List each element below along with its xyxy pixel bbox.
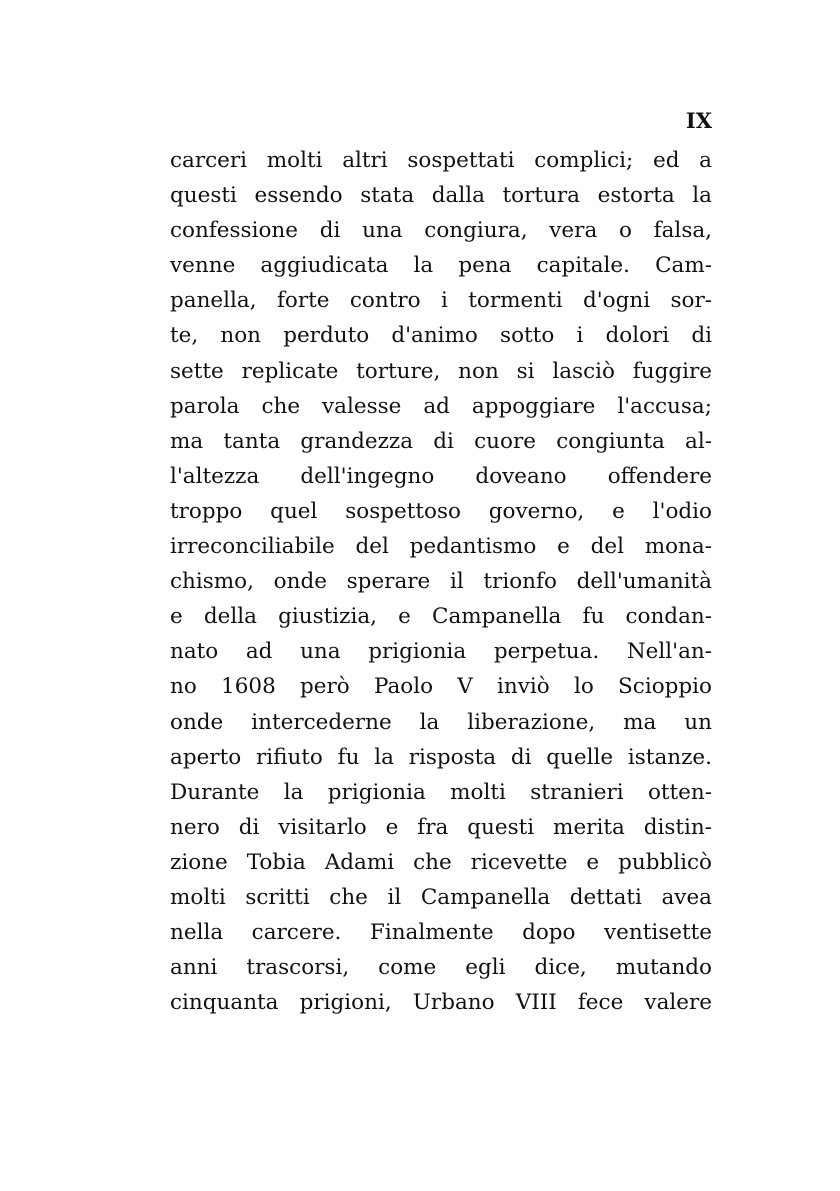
text-line: ma tanta grandezza di cuore congiunta al- (170, 428, 712, 454)
text-line: zione Tobia Adami che ricevette e pubblicò (170, 849, 712, 875)
text-line: molti scritti che il Campanella dettati avea (170, 884, 712, 910)
text-line: chismo, onde sperare il trionfo dell'umanità (170, 569, 712, 595)
text-line: Durante la prigionia molti stranieri otten- (170, 779, 712, 805)
text-line: nato ad una prigionia perpetua. Nell'an- (170, 639, 712, 665)
text-line: no 1608 però Paolo V inviò lo Scioppio (170, 674, 712, 700)
text-line: confessione di una congiura, vera o falsa, (170, 218, 712, 244)
text-line: aperto rifiuto fu la risposta di quelle istanze. (170, 744, 712, 770)
text-line: nero di visitarlo e fra questi merita distin- (170, 814, 712, 840)
text-line: l'altezza dell'ingegno doveano offendere (170, 463, 712, 489)
text-line: troppo quel sospettoso governo, e l'odio (170, 498, 712, 524)
text-line: nella carcere. Finalmente dopo ventisette (170, 920, 712, 946)
text-line: panella, forte contro i tormenti d'ogni sor- (170, 288, 712, 314)
text-line: onde intercederne la liberazione, ma un (170, 709, 712, 735)
text-line: carceri molti altri sospettati complici; ed a (170, 148, 712, 173)
text-line: e della giustizia, e Campanella fu condan- (170, 604, 712, 630)
body-text (170, 143, 712, 1020)
page-number: IX (685, 108, 712, 133)
text-line: cinquanta prigioni, Urbano VIII fece valere (170, 990, 712, 1016)
text-line: te, non perduto d'animo sotto i dolori di (170, 323, 712, 349)
text-line: parola che valesse ad appoggiare l'accusa; (170, 393, 712, 419)
text-line: anni trascorsi, come egli dice, mutando (170, 955, 712, 981)
text-line: sette replicate torture, non si lasciò fuggire (170, 358, 712, 384)
text-line: irreconciliabile del pedantismo e del mona- (170, 534, 712, 560)
text-line: venne aggiudicata la pena capitale. Cam- (170, 253, 712, 279)
text-line: questi essendo stata dalla tortura estorta la (170, 183, 712, 209)
